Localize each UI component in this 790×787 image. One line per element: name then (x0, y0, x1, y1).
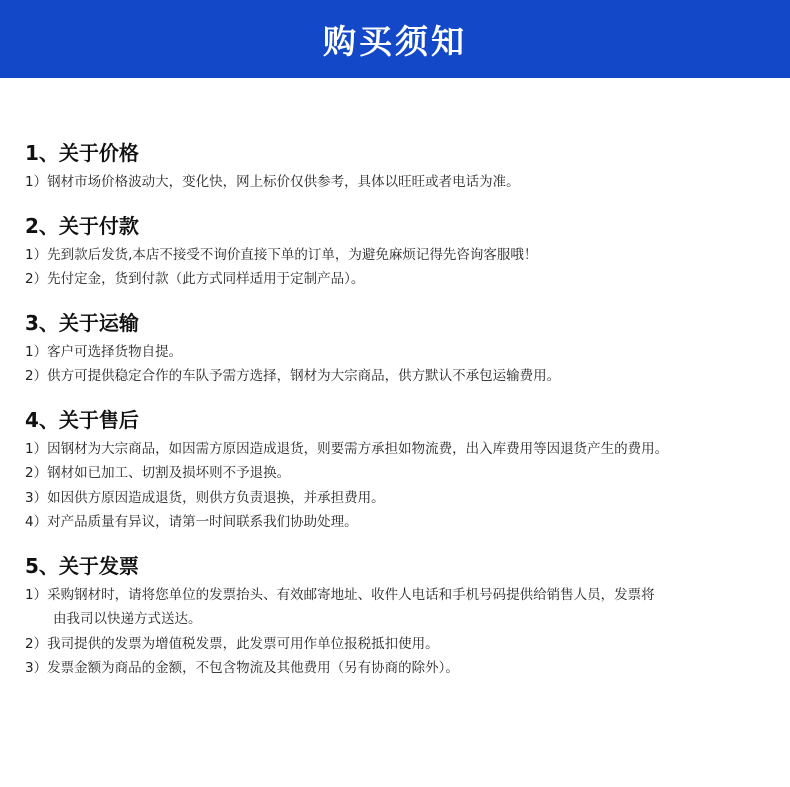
section-title: 3、关于运输 (25, 310, 139, 335)
section-title: 1、关于价格 (25, 141, 139, 165)
list-item: 1）采购钢材时，请将您单位的发票抬头、有效邮寄地址、收件人电话和手机号码提供给销售人员，发票将 (25, 586, 655, 603)
list-item: 2）供方可提供稳定合作的车队予需方选择，钢材为大宗商品，供方默认不承包运输费用。 (25, 368, 561, 384)
list-item: 4）对产品质量有异议，请第一时间联系我们协助处理。 (25, 514, 358, 530)
list-item: 1）因钢材为大宗商品，如因需方原因造成退货，则要需方承担如物流费，出入库费用等因退货产生的费用。 (25, 440, 669, 457)
list-item: 2）钢材如已加工、切割及损坏则不予退换。 (25, 465, 291, 481)
section-after-sales (25, 405, 770, 535)
notice-content (25, 138, 770, 697)
list-item: 2）我司提供的发票为增值税发票，此发票可用作单位报税抵扣使用。 (25, 635, 439, 652)
section-title: 4、关于售后 (25, 407, 139, 432)
list-item-continuation: 由我司以快递方式送达。 (53, 611, 202, 627)
page-title: 购买须知 (323, 21, 467, 61)
list-item: 1）钢材市场价格波动大，变化快，网上标价仅供参考，具体以旺旺或者电话为准。 (25, 174, 520, 190)
list-item: 1）先到款后发货,本店不接受不询价直接下单的订单，为避免麻烦记得先咨询客服哦！ (25, 246, 538, 263)
section-title: 5、关于发票 (25, 553, 139, 578)
section-title: 2、关于付款 (25, 213, 139, 238)
section-price (25, 138, 770, 195)
section-shipping (25, 308, 770, 389)
section-invoice (25, 551, 770, 681)
section-payment (25, 211, 770, 292)
header-banner (0, 0, 790, 78)
list-item: 2）先付定金，货到付款（此方式同样适用于定制产品）。 (25, 271, 365, 287)
list-item: 3）发票金额为商品的金额，不包含物流及其他费用（另有协商的除外）。 (25, 660, 459, 676)
list-item: 3）如因供方原因造成退货，则供方负责退换，并承担费用。 (25, 489, 385, 506)
list-item: 1）客户可选择货物自提。 (25, 343, 183, 360)
